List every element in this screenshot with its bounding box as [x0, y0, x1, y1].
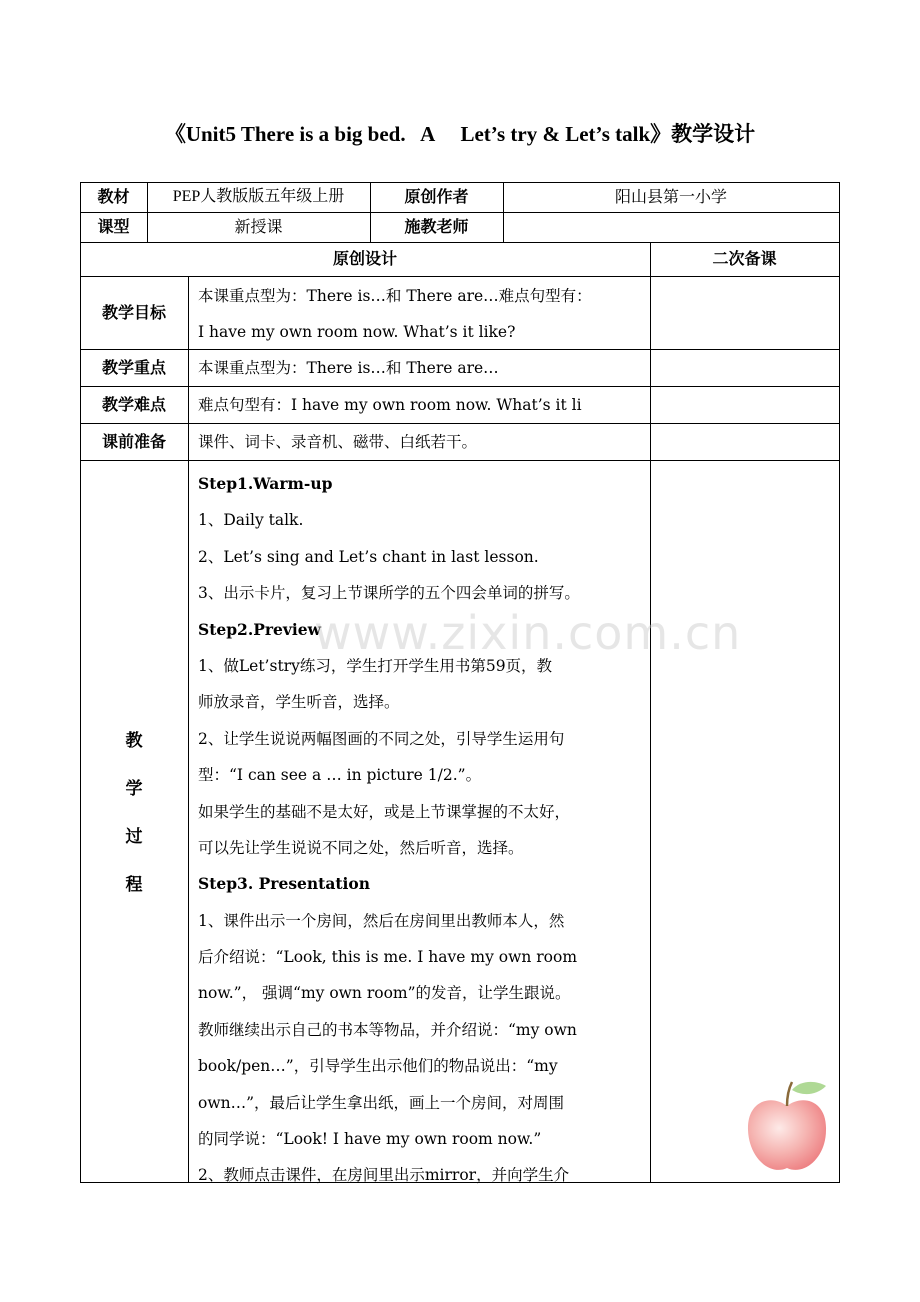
process-line: 师放录音，学生听音，选择。 — [198, 693, 400, 712]
secondary-prep-header: 二次备课 — [712, 249, 777, 268]
process-line: 后介绍说：“Look, this is me. I have my own room — [198, 948, 578, 967]
process-line: 教师继续出示自己的书本等物品，并介绍说：“my own — [198, 1020, 577, 1039]
objectives-line-1: 本课重点型为：There is…和 There are…难点句型有： — [198, 287, 592, 305]
process-line: 3、出示卡片，复习上节课所学的五个四会单词的拼写。 — [198, 584, 580, 603]
key-points-label: 教学重点 — [101, 357, 166, 377]
author-value: 阳山县第一小学 — [614, 187, 727, 206]
apple-icon — [742, 1078, 832, 1178]
process-line: 的同学说：“Look! I have my own room now.” — [198, 1130, 542, 1149]
material-value: PEP人教版版五年级上册 — [172, 188, 345, 205]
process-line: 1、做Let’stry练习，学生打开学生用书第59页，教 — [198, 656, 553, 675]
objectives-line-2: I have my own room now. What’s it like? — [198, 323, 516, 342]
process-line: 型：“I can see a … in picture 1/2.”。 — [198, 766, 482, 785]
lesson-plan-table — [80, 182, 840, 1183]
lesson-type-label: 课型 — [97, 217, 130, 236]
difficulties-value: 难点句型有：I have my own room now. What’s it li — [198, 395, 582, 414]
process-label-char: 过 — [125, 827, 143, 847]
step-heading: Step1.Warm-up — [198, 474, 333, 493]
difficulties-label: 教学难点 — [101, 394, 166, 414]
teacher-label: 施教老师 — [404, 217, 469, 236]
process-label-char: 程 — [125, 875, 143, 895]
process-line: 可以先让学生说说不同之处，然后听音，选择。 — [198, 838, 524, 857]
original-design-header: 原创设计 — [332, 249, 397, 268]
process-line: 2、让学生说说两幅图画的不同之处，引导学生运用句 — [198, 729, 565, 748]
process-line: own…”，最后让学生拿出纸，画上一个房间，对周围 — [198, 1093, 565, 1112]
preparation-label: 课前准备 — [101, 431, 166, 451]
teacher-value — [503, 212, 839, 242]
watermark-text: www.zixin.com.cn — [314, 606, 742, 660]
process-label-char: 教 — [125, 731, 143, 751]
step-heading: Step3. Presentation — [198, 874, 371, 894]
process-label-char: 学 — [125, 779, 143, 799]
process-label — [80, 717, 188, 909]
objectives-label: 教学目标 — [101, 302, 166, 322]
process-line: 如果学生的基础不是太好，或是上节课掌握的不太好， — [198, 802, 571, 821]
key-points-value: 本课重点型为：There is…和 There are… — [198, 358, 499, 377]
objectives-value — [198, 278, 648, 351]
process-line: book/pen…”，引导学生出示他们的物品说出：“my — [198, 1057, 558, 1076]
process-line: 2、Let’s sing and Let’s chant in last lesson. — [198, 547, 539, 566]
process-line: 1、课件出示一个房间，然后在房间里出教师本人，然 — [198, 911, 565, 930]
author-label: 原创作者 — [404, 187, 469, 206]
lesson-type-value: 新授课 — [234, 217, 283, 236]
preparation-value: 课件、词卡、录音机、磁带、白纸若干。 — [198, 432, 478, 451]
material-label: 教材 — [97, 187, 130, 206]
step-heading: Step2.Preview — [198, 619, 322, 639]
process-line: 1、Daily talk. — [198, 511, 304, 530]
process-content — [198, 466, 648, 1194]
process-line: 2、教师点击课件，在房间里出示mirror，并向学生介 — [198, 1166, 570, 1185]
process-line: now.”， 强调“my own room”的发音，让学生跟说。 — [198, 984, 571, 1003]
document-title: 《Unit5 There is a big bed. A Let’s try & Let’s talk》教学设计 — [164, 122, 756, 146]
